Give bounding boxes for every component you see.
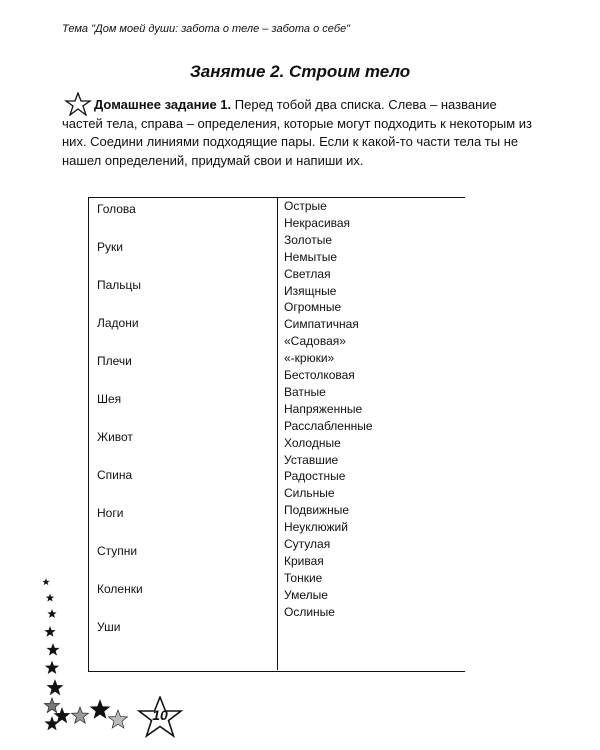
adjective-item: Холодные (284, 435, 341, 450)
decor-star-icon (91, 700, 110, 718)
decor-star-icon (44, 698, 59, 713)
adjective-item: Радостные (284, 469, 346, 484)
adjective-item: Светлая (284, 266, 331, 281)
decor-star-icon (43, 579, 49, 584)
table-divider (277, 197, 278, 670)
decor-star-icon (45, 627, 55, 636)
decor-star-icon (54, 708, 69, 723)
task-text: Перед тобой два списка. Слева – название частей тела, справа – определения, которые могут подходить к некоторым из них. Соедини линиями подходящие пары. Если к какой-то части тела ты не нашел определений, придумай свои и напиши их. (62, 97, 532, 168)
decor-star-icon (47, 644, 58, 655)
page-header: Тема "Дом моей души: забота о теле – забота о себе" (62, 23, 351, 35)
body-part-item: Ладони (97, 316, 139, 330)
body-part-item: Руки (97, 240, 123, 254)
adjective-item: Неуклюжий (284, 520, 348, 535)
adjective-item: Напряженные (284, 401, 363, 416)
decor-star-icon (109, 710, 128, 728)
adjective-item: Расслабленные (284, 418, 373, 433)
adjective-item: Кривая (284, 553, 324, 568)
adjective-item: Изящные (284, 283, 337, 298)
body-part-item: Уши (97, 620, 121, 634)
adjective-item: Золотые (284, 232, 332, 247)
decor-star-icon (48, 610, 56, 617)
adjective-item: Некрасивая (284, 215, 351, 230)
adjective-item: Острые (284, 199, 327, 213)
adjective-item: Подвижные (284, 503, 350, 518)
decor-star-icon (47, 595, 54, 601)
decor-star-icon (45, 717, 58, 730)
body-part-item: Плечи (97, 354, 132, 368)
adjective-item: Сутулая (284, 537, 331, 551)
adjective-item: Бестолковая (284, 368, 355, 382)
adjective-item: «Садовая» (284, 334, 346, 349)
decor-star-icon (71, 707, 88, 723)
body-part-item: Шея (97, 392, 122, 406)
adjective-item: Ослиные (284, 604, 335, 619)
adjective-item: Умелые (284, 587, 328, 602)
body-part-item: Спина (97, 468, 133, 482)
adjective-item: Огромные (284, 300, 342, 315)
task-lead: Домашнее задание 1. (94, 97, 232, 112)
body-part-item: Пальцы (97, 278, 142, 292)
adjective-item: Ватные (284, 384, 326, 399)
body-part-item: Живот (97, 430, 133, 444)
body-part-item: Голова (97, 202, 136, 216)
decor-star-icon (47, 680, 62, 695)
page-number: 10 (152, 707, 168, 723)
adjective-item: Тонкие (284, 570, 323, 585)
page-title: Занятие 2. Строим тело (189, 62, 411, 81)
adjective-item: Сильные (284, 486, 335, 501)
homework-task (62, 96, 537, 170)
body-part-item: Коленки (97, 582, 143, 596)
adjective-item: Уставшие (284, 452, 339, 467)
decor-star-icon (46, 662, 58, 674)
adjective-item: Немытые (284, 249, 338, 264)
adjective-item: Симпатичная (284, 317, 359, 332)
body-part-item: Ступни (97, 544, 138, 558)
adjective-item: «-крюки» (284, 351, 335, 366)
body-part-item: Ноги (97, 506, 124, 520)
